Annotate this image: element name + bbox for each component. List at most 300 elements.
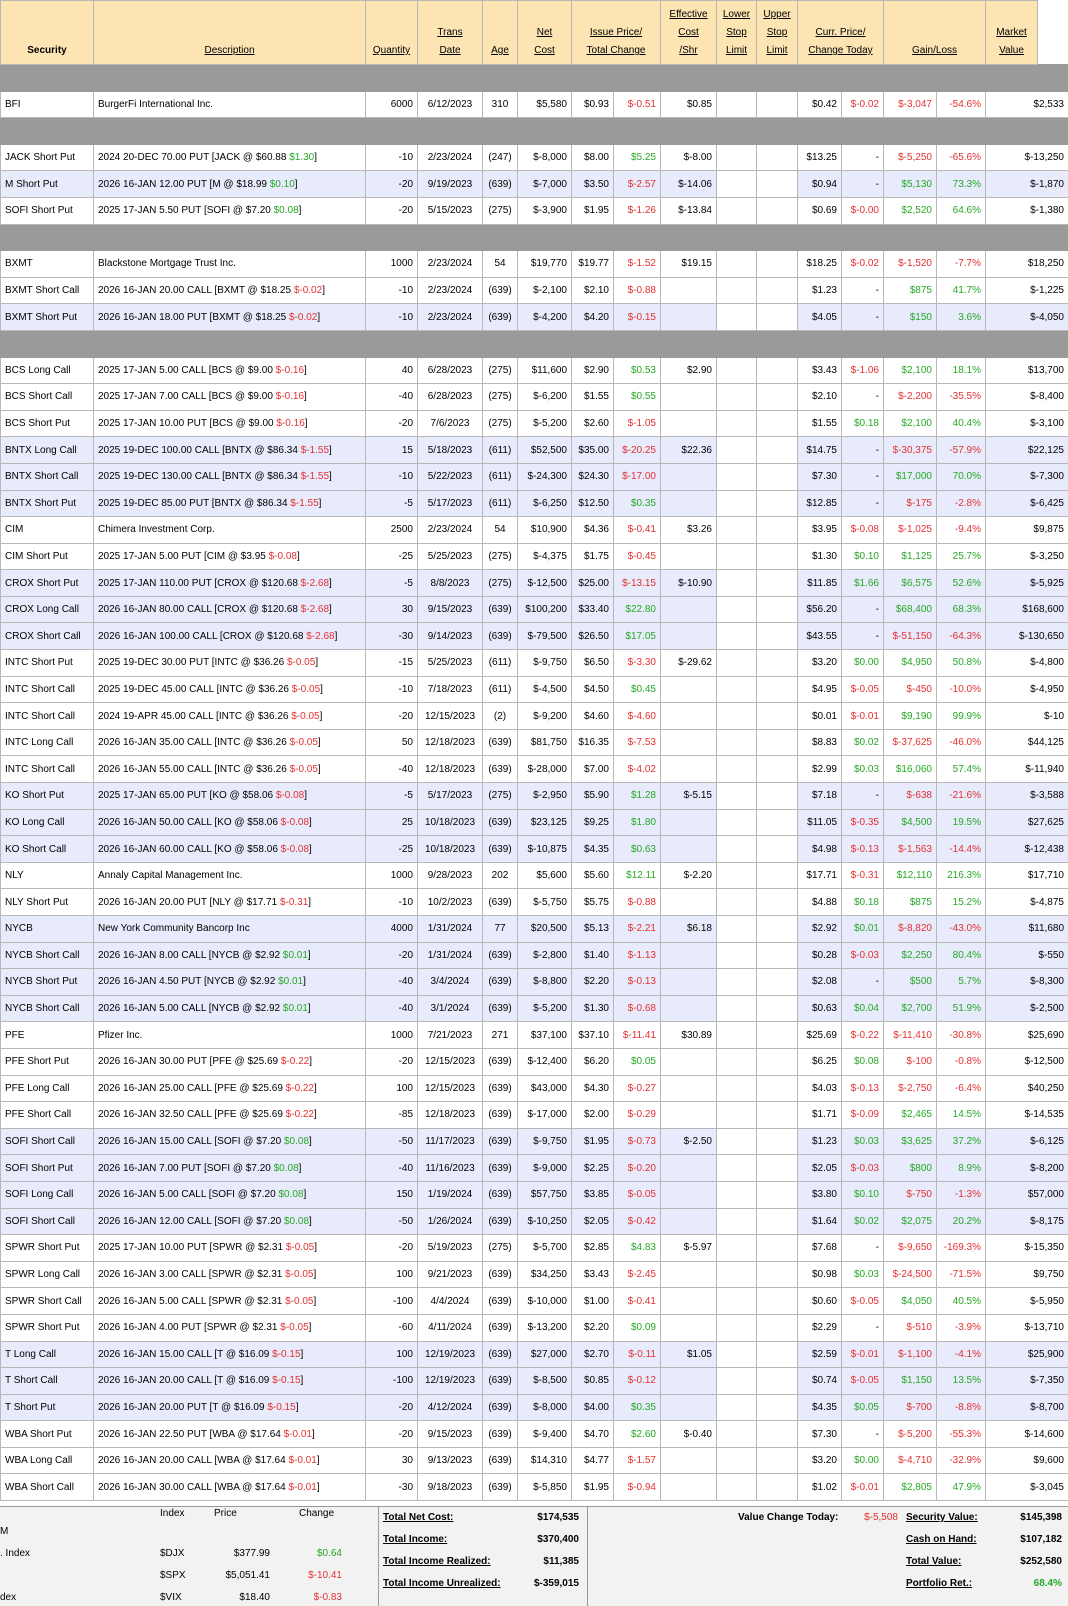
curr-price-cell: $1.30 (798, 543, 842, 570)
market-value-cell: $-4,950 (986, 676, 1068, 703)
description-bracket: ] (308, 896, 312, 908)
description-text: 2026 16-JAN 100.00 CALL [CROX @ $120.68 (98, 630, 307, 642)
underlying-change: $0.10 (269, 178, 295, 190)
net-cost-cell: $-3,900 (518, 197, 572, 224)
curr-price-cell: $4.35 (798, 1394, 842, 1421)
market-value-cell: $9,750 (986, 1261, 1068, 1288)
quantity-cell: -40 (366, 969, 418, 996)
age-cell: (639) (483, 836, 518, 863)
description-text: 2026 16-JAN 80.00 CALL [CROX @ $120.68 (98, 604, 301, 616)
curr-price-cell: $3.20 (798, 650, 842, 677)
trans-date-cell: 5/25/2023 (418, 650, 483, 677)
lower-stop-cell (717, 1288, 757, 1315)
security-cell: M Short Put (1, 171, 94, 198)
market-value-cell: $-14,600 (986, 1421, 1068, 1448)
issue-price-cell: $1.00 (572, 1288, 614, 1315)
age-cell: (639) (483, 729, 518, 756)
column-header-1 (94, 1, 366, 65)
age-cell: (275) (483, 570, 518, 597)
issue-price-cell: $16.35 (572, 729, 614, 756)
column-header-4 (483, 1, 518, 65)
quantity-cell: -30 (366, 1474, 418, 1501)
lower-stop-cell (717, 623, 757, 650)
change-today-cell: - (842, 463, 884, 490)
net-cost-cell: $-5,200 (518, 410, 572, 437)
summary-row (379, 1551, 587, 1573)
effective-cost-cell (661, 596, 717, 623)
curr-price-cell: $0.74 (798, 1368, 842, 1395)
effective-cost-cell (661, 1102, 717, 1129)
description-cell: Chimera Investment Corp. (94, 517, 366, 544)
description-bracket: ] (318, 497, 322, 509)
description-bracket: ] (329, 604, 332, 616)
total-change-cell: $0.35 (614, 490, 661, 517)
net-cost-cell: $-79,500 (518, 623, 572, 650)
gain-loss-pct-cell: 52.6% (937, 570, 986, 597)
trans-date-cell: 12/19/2023 (418, 1341, 483, 1368)
effective-cost-cell (661, 1314, 717, 1341)
net-cost-cell: $-9,400 (518, 1421, 572, 1448)
issue-price-cell: $4.70 (572, 1421, 614, 1448)
total-change-cell: $-1.57 (614, 1447, 661, 1474)
net-cost-cell: $-8,500 (518, 1368, 572, 1395)
table-row (1, 783, 1068, 810)
quantity-cell: -20 (366, 1048, 418, 1075)
curr-price-cell: $13.25 (798, 144, 842, 171)
description-text: 2024 19-APR 45.00 CALL [INTC @ $36.26 (98, 710, 292, 722)
lower-stop-cell (717, 1368, 757, 1395)
total-change-cell: $-1.52 (614, 251, 661, 278)
age-cell: (639) (483, 171, 518, 198)
age-cell: (275) (483, 1235, 518, 1262)
effective-cost-cell: $3.26 (661, 517, 717, 544)
column-header-line: Effective (669, 9, 708, 20)
net-cost-cell: $-24,300 (518, 463, 572, 490)
change-today-cell: $-0.13 (842, 1075, 884, 1102)
security-cell: KO Short Put (1, 783, 94, 810)
change-today-cell: - (842, 1314, 884, 1341)
total-change-cell: $17.05 (614, 623, 661, 650)
gain-loss-pct-cell: 15.2% (937, 889, 986, 916)
underlying-change: $-2.68 (300, 604, 330, 616)
change-today-cell: $-0.01 (842, 1474, 884, 1501)
underlying-change: $-2.68 (306, 630, 335, 642)
trans-date-cell: 1/26/2024 (418, 1208, 483, 1235)
quantity-cell: -20 (366, 703, 418, 730)
net-cost-cell: $10,900 (518, 517, 572, 544)
description-text: 2026 16-JAN 3.00 CALL [SPWR @ $2.31 (98, 1269, 286, 1281)
total-label: Portfolio Ret.: (906, 1578, 973, 1589)
curr-price-cell: $2.08 (798, 969, 842, 996)
table-row (1, 410, 1068, 437)
total-change-cell: $-2.21 (614, 916, 661, 943)
market-value-cell: $25,900 (986, 1341, 1068, 1368)
change-today-cell: $-0.03 (842, 1155, 884, 1182)
totals-summary (906, 1507, 1066, 1595)
table-row (1, 1314, 1068, 1341)
upper-stop-cell (757, 650, 798, 677)
table-row (1, 676, 1068, 703)
lower-stop-cell (717, 1208, 757, 1235)
description-cell (94, 277, 366, 304)
security-cell: SOFI Short Put (1, 1155, 94, 1182)
description-bracket: ] (329, 444, 332, 456)
age-cell: (639) (483, 1447, 518, 1474)
curr-price-cell: $4.03 (798, 1075, 842, 1102)
description-bracket: ] (320, 683, 323, 695)
description-bracket: ] (304, 391, 307, 403)
lower-stop-cell (717, 809, 757, 836)
gain-loss-pct-cell: 73.3% (937, 171, 986, 198)
description-text: 2025 19-DEC 30.00 PUT [INTC @ $36.26 (98, 657, 287, 669)
net-cost-cell: $-5,200 (518, 995, 572, 1022)
curr-price-cell: $43.55 (798, 623, 842, 650)
summary-row (379, 1507, 587, 1529)
description-text: 2026 16-JAN 30.00 PUT [PFE @ $25.69 (98, 1056, 281, 1068)
index-price: $18.40 (239, 1592, 270, 1603)
issue-price-cell: $9.25 (572, 809, 614, 836)
upper-stop-cell (757, 836, 798, 863)
table-row (1, 1102, 1068, 1129)
gain-loss-pct-cell: 13.5% (937, 1368, 986, 1395)
description-bracket: ] (296, 550, 300, 562)
quantity-cell: -100 (366, 1368, 418, 1395)
security-cell: BFI (1, 91, 94, 118)
change-today-cell: $0.04 (842, 995, 884, 1022)
table-row (1, 596, 1068, 623)
issue-price-cell: $3.43 (572, 1261, 614, 1288)
change-today-cell: $-0.01 (842, 1341, 884, 1368)
trans-date-cell: 9/14/2023 (418, 623, 483, 650)
age-cell: (639) (483, 596, 518, 623)
issue-price-cell: $4.50 (572, 676, 614, 703)
security-cell: BNTX Short Put (1, 490, 94, 517)
description-cell (94, 756, 366, 783)
gain-loss-pct-cell: 50.8% (937, 650, 986, 677)
effective-cost-cell (661, 995, 717, 1022)
market-value-cell: $-5,925 (986, 570, 1068, 597)
issue-price-cell: $1.95 (572, 1128, 614, 1155)
table-row (1, 1022, 1068, 1049)
change-today-cell: - (842, 437, 884, 464)
description-bracket: ] (309, 1215, 312, 1227)
upper-stop-cell (757, 1288, 798, 1315)
total-change-cell: $0.35 (614, 1394, 661, 1421)
upper-stop-cell (757, 410, 798, 437)
index-header-change: Change (299, 1508, 335, 1519)
change-today-cell: $0.03 (842, 1128, 884, 1155)
underlying-change: $-0.05 (285, 1295, 314, 1307)
table-row (1, 1155, 1068, 1182)
description-bracket: ] (317, 763, 321, 775)
description-cell (94, 1261, 366, 1288)
net-cost-cell: $-9,000 (518, 1155, 572, 1182)
effective-cost-cell (661, 836, 717, 863)
age-cell: (2) (483, 703, 518, 730)
age-cell: (275) (483, 197, 518, 224)
total-change-cell: $-7.53 (614, 729, 661, 756)
income-summary (378, 1507, 588, 1606)
change-today-cell: $-0.22 (842, 1022, 884, 1049)
lower-stop-cell (717, 1261, 757, 1288)
description-text: 2026 16-JAN 55.00 CALL [INTC @ $36.26 (98, 763, 290, 775)
group-separator (1, 65, 1068, 92)
quantity-cell: 100 (366, 1075, 418, 1102)
table-row (1, 650, 1068, 677)
table-row (1, 251, 1068, 278)
age-cell: (639) (483, 1128, 518, 1155)
gain-loss-cell: $1,150 (884, 1368, 937, 1395)
description-text: 2026 16-JAN 15.00 CALL [T @ $16.09 (98, 1348, 273, 1360)
effective-cost-cell (661, 1155, 717, 1182)
change-today-cell: $0.18 (842, 410, 884, 437)
change-today-cell: $-0.13 (842, 836, 884, 863)
summary-footer (0, 1506, 1068, 1606)
security-cell: PFE Short Call (1, 1102, 94, 1129)
underlying-change: $0.01 (278, 976, 304, 988)
description-text: 2026 16-JAN 35.00 CALL [INTC @ $36.26 (98, 737, 290, 749)
effective-cost-cell: $-5.15 (661, 783, 717, 810)
market-value-cell: $-8,700 (986, 1394, 1068, 1421)
header-row (1, 1, 1068, 65)
description-cell (94, 144, 366, 171)
lower-stop-cell (717, 836, 757, 863)
effective-cost-cell: $22.36 (661, 437, 717, 464)
change-today-cell: $-0.09 (842, 1102, 884, 1129)
security-cell: SPWR Short Call (1, 1288, 94, 1315)
curr-price-cell: $4.95 (798, 676, 842, 703)
net-cost-cell: $-10,250 (518, 1208, 572, 1235)
table-row (1, 1128, 1068, 1155)
issue-price-cell: $2.20 (572, 1314, 614, 1341)
effective-cost-cell: $2.90 (661, 357, 717, 384)
curr-price-cell: $0.94 (798, 171, 842, 198)
table-row (1, 1421, 1068, 1448)
change-today-cell: $0.03 (842, 1261, 884, 1288)
table-row (1, 1368, 1068, 1395)
underlying-change: $-0.08 (280, 816, 310, 828)
curr-price-cell: $7.18 (798, 783, 842, 810)
total-change-cell: $1.28 (614, 783, 661, 810)
security-cell: NLY Short Put (1, 889, 94, 916)
curr-price-cell: $2.92 (798, 916, 842, 943)
effective-cost-cell (661, 1181, 717, 1208)
table-row (1, 809, 1068, 836)
security-cell: BNTX Short Call (1, 463, 94, 490)
curr-price-cell: $56.20 (798, 596, 842, 623)
security-cell: NYCB Short Call (1, 942, 94, 969)
market-value-cell: $-1,380 (986, 197, 1068, 224)
change-today-cell: - (842, 1235, 884, 1262)
issue-price-cell: $35.00 (572, 437, 614, 464)
security-cell: CIM (1, 517, 94, 544)
security-cell: BXMT Short Call (1, 277, 94, 304)
quantity-cell: 25 (366, 809, 418, 836)
change-today-cell: $0.10 (842, 1181, 884, 1208)
total-change-cell: $-0.05 (614, 1181, 661, 1208)
lower-stop-cell (717, 650, 757, 677)
table-row (1, 916, 1068, 943)
total-change-cell: $0.53 (614, 357, 661, 384)
total-change-cell: $-0.73 (614, 1128, 661, 1155)
market-value-cell: $-1,225 (986, 277, 1068, 304)
gain-loss-pct-cell: 5.7% (937, 969, 986, 996)
change-today-cell: - (842, 277, 884, 304)
trans-date-cell: 12/18/2023 (418, 729, 483, 756)
description-text: 2026 16-JAN 7.00 PUT [SOFI @ $7.20 (98, 1162, 274, 1174)
upper-stop-cell (757, 171, 798, 198)
description-cell (94, 1235, 366, 1262)
effective-cost-cell: $-5.97 (661, 1235, 717, 1262)
lower-stop-cell (717, 357, 757, 384)
gain-loss-pct-cell: 14.5% (937, 1102, 986, 1129)
trans-date-cell: 7/6/2023 (418, 410, 483, 437)
gain-loss-pct-cell: -43.0% (937, 916, 986, 943)
gain-loss-pct-cell: -57.9% (937, 437, 986, 464)
underlying-change: $-1.55 (300, 444, 330, 456)
description-bracket: ] (309, 1136, 312, 1148)
column-header-line: Lower (722, 9, 751, 20)
market-value-cell: $-14,535 (986, 1102, 1068, 1129)
market-value-cell: $-4,050 (986, 304, 1068, 331)
upper-stop-cell (757, 1447, 798, 1474)
gain-loss-pct-cell: 8.9% (937, 1155, 986, 1182)
change-today-cell: $0.02 (842, 729, 884, 756)
quantity-cell: -100 (366, 1288, 418, 1315)
trans-date-cell: 1/31/2024 (418, 916, 483, 943)
description-bracket: ] (298, 1162, 302, 1174)
lower-stop-cell (717, 1181, 757, 1208)
gain-loss-pct-cell: -169.3% (937, 1235, 986, 1262)
group-separator (1, 330, 1068, 357)
net-cost-cell: $57,750 (518, 1181, 572, 1208)
total-change-cell: $-11.41 (614, 1022, 661, 1049)
gain-loss-cell: $4,950 (884, 650, 937, 677)
change-today-cell: - (842, 304, 884, 331)
gain-loss-cell: $-750 (884, 1181, 937, 1208)
age-cell: 202 (483, 862, 518, 889)
upper-stop-cell (757, 1102, 798, 1129)
index-change: $0.64 (316, 1548, 342, 1559)
description-text: 2026 16-JAN 8.00 CALL [NYCB @ $2.92 (98, 949, 283, 961)
description-cell (94, 410, 366, 437)
security-cell: NYCB Short Put (1, 969, 94, 996)
separator-cell (1, 224, 1068, 251)
description-cell (94, 1368, 366, 1395)
effective-cost-cell: $-0.40 (661, 1421, 717, 1448)
net-cost-cell: $-6,250 (518, 490, 572, 517)
market-value-cell: $18,250 (986, 251, 1068, 278)
table-row (1, 969, 1068, 996)
quantity-cell: -5 (366, 570, 418, 597)
curr-price-cell: $3.20 (798, 1447, 842, 1474)
effective-cost-cell (661, 304, 717, 331)
trans-date-cell: 4/11/2024 (418, 1314, 483, 1341)
gain-loss-pct-cell: -54.6% (937, 91, 986, 118)
description-cell (94, 1048, 366, 1075)
market-value-cell: $22,125 (986, 437, 1068, 464)
security-cell: PFE Short Put (1, 1048, 94, 1075)
age-cell: (639) (483, 1314, 518, 1341)
net-cost-cell: $-5,750 (518, 889, 572, 916)
underlying-change: $-0.16 (275, 391, 305, 403)
table-row (1, 1048, 1068, 1075)
total-change-cell: $-1.05 (614, 410, 661, 437)
total-change-cell: $-0.51 (614, 91, 661, 118)
description-text: 2026 16-JAN 30.00 CALL [WBA @ $17.64 (98, 1481, 289, 1493)
total-change-cell: $-4.60 (614, 703, 661, 730)
curr-price-cell: $2.59 (798, 1341, 842, 1368)
upper-stop-cell (757, 277, 798, 304)
description-bracket: ] (300, 1375, 304, 1387)
issue-price-cell: $3.85 (572, 1181, 614, 1208)
lower-stop-cell (717, 437, 757, 464)
quantity-cell: -25 (366, 836, 418, 863)
upper-stop-cell (757, 1208, 798, 1235)
issue-price-cell: $3.50 (572, 171, 614, 198)
description-cell (94, 437, 366, 464)
column-header-8 (717, 1, 757, 65)
total-change-cell: $-0.94 (614, 1474, 661, 1501)
description-bracket: ] (317, 311, 321, 323)
issue-price-cell: $4.60 (572, 703, 614, 730)
trans-date-cell: 6/12/2023 (418, 91, 483, 118)
quantity-cell: 30 (366, 1447, 418, 1474)
change-today-cell: $-0.02 (842, 251, 884, 278)
index-row (0, 1587, 370, 1606)
lower-stop-cell (717, 1394, 757, 1421)
security-cell: CIM Short Put (1, 543, 94, 570)
issue-price-cell: $1.55 (572, 384, 614, 411)
market-value-cell: $11,680 (986, 916, 1068, 943)
trans-date-cell: 12/15/2023 (418, 703, 483, 730)
issue-price-cell: $4.00 (572, 1394, 614, 1421)
effective-cost-cell: $-2.50 (661, 1128, 717, 1155)
upper-stop-cell (757, 1474, 798, 1501)
age-cell: (611) (483, 676, 518, 703)
table-row (1, 756, 1068, 783)
gain-loss-cell: $2,100 (884, 410, 937, 437)
issue-price-cell: $1.95 (572, 197, 614, 224)
market-value-cell: $-12,438 (986, 836, 1068, 863)
upper-stop-cell (757, 251, 798, 278)
gain-loss-cell: $-9,650 (884, 1235, 937, 1262)
total-change-cell: $-1.26 (614, 197, 661, 224)
quantity-cell: -20 (366, 171, 418, 198)
age-cell: 54 (483, 517, 518, 544)
index-price: $5,051.41 (225, 1570, 270, 1581)
security-cell: SPWR Short Put (1, 1235, 94, 1262)
effective-cost-cell (661, 623, 717, 650)
issue-price-cell: $4.77 (572, 1447, 614, 1474)
quantity-cell: -10 (366, 144, 418, 171)
gain-loss-cell: $-100 (884, 1048, 937, 1075)
change-today-cell: $0.05 (842, 1394, 884, 1421)
description-text: 2026 16-JAN 60.00 CALL [KO @ $58.06 (98, 843, 281, 855)
column-header-line: Change Today (808, 45, 873, 56)
lower-stop-cell (717, 729, 757, 756)
net-cost-cell: $-9,750 (518, 650, 572, 677)
effective-cost-cell (661, 809, 717, 836)
gain-loss-pct-cell: -55.3% (937, 1421, 986, 1448)
age-cell: (639) (483, 942, 518, 969)
net-cost-cell: $34,250 (518, 1261, 572, 1288)
quantity-cell: -85 (366, 1102, 418, 1129)
issue-price-cell: $5.13 (572, 916, 614, 943)
underlying-change: $-0.31 (279, 896, 309, 908)
gain-loss-pct-cell: 99.9% (937, 703, 986, 730)
quantity-cell: -20 (366, 197, 418, 224)
